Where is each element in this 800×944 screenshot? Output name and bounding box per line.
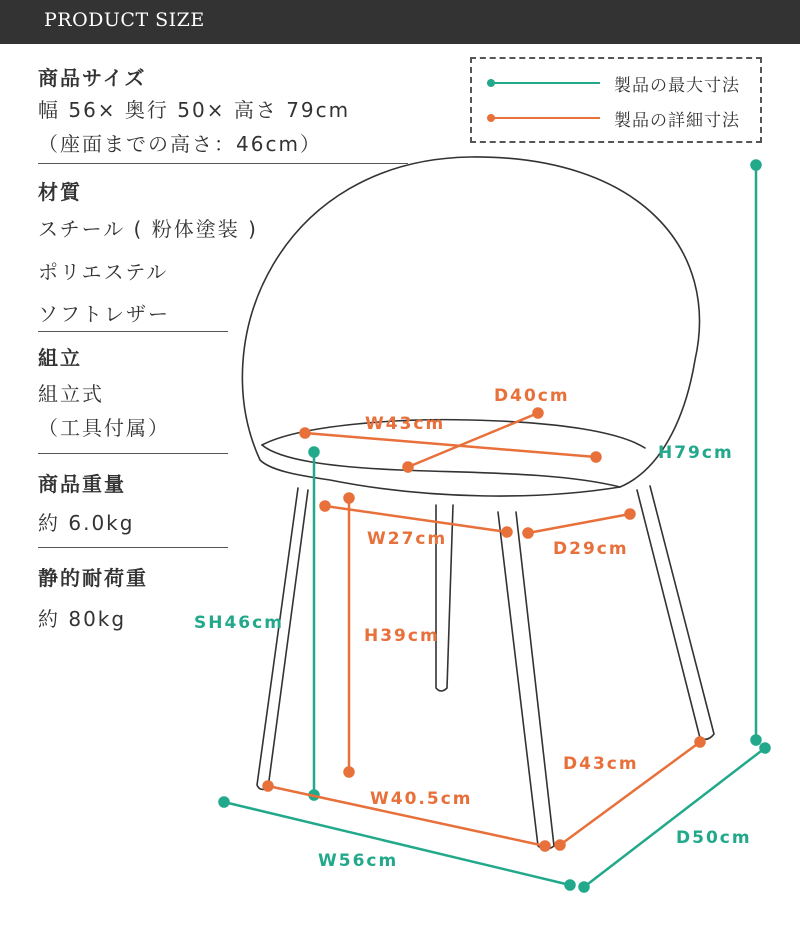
depth-label: D50cm <box>676 828 752 848</box>
material-item: ソフトレザー <box>38 302 170 326</box>
legend-detail-label: 製品の詳細寸法 <box>614 111 740 131</box>
inner-width-label: W27cm <box>367 529 448 549</box>
header-title: PRODUCT SIZE <box>44 9 205 31</box>
assembly-line-2: （工具付属） <box>38 416 170 440</box>
leg-height-label: H39cm <box>364 626 440 646</box>
base-width-label: W40.5cm <box>370 789 473 809</box>
dim-dot <box>404 463 413 472</box>
height-label: H79cm <box>658 443 734 463</box>
dim-dot <box>321 502 330 511</box>
dim-dot <box>524 529 533 538</box>
chair-shell <box>242 157 699 496</box>
dim-dot <box>566 881 575 890</box>
weight-heading: 商品重量 <box>38 472 126 496</box>
inner-depth-label: D29cm <box>553 539 629 559</box>
weight-value: 約 6.0kg <box>38 511 135 535</box>
dim-dot <box>556 841 565 850</box>
inner-depth-line <box>528 514 630 533</box>
chair-leg-front-right <box>498 512 554 849</box>
dim-dot <box>220 798 229 807</box>
material-item: ポリエステル <box>38 260 169 284</box>
dim-dot <box>310 448 319 457</box>
dim-dot <box>264 782 273 791</box>
size-line-2: （座面までの高さ：46cm） <box>38 132 322 156</box>
material-heading: 材質 <box>38 180 82 204</box>
dim-dot <box>752 736 761 745</box>
width-label: W56cm <box>318 851 399 871</box>
seat-height-label: SH46cm <box>194 613 284 633</box>
assembly-line-1: 組立式 <box>38 382 104 406</box>
assembly-heading: 組立 <box>38 346 82 370</box>
seat-width-label: W43cm <box>365 414 446 434</box>
dim-dot <box>345 768 354 777</box>
size-line-1: 幅 56× 奥行 50× 高さ 79cm <box>38 98 351 122</box>
dim-dot <box>580 883 589 892</box>
dim-dot <box>345 494 354 503</box>
dim-dot <box>696 738 705 747</box>
load-value: 約 80kg <box>38 607 127 631</box>
dim-dot <box>534 409 543 418</box>
chair-leg-back-right <box>637 486 714 739</box>
chair-leg-front-left <box>257 488 308 789</box>
dim-dot <box>301 429 310 438</box>
size-heading: 商品サイズ <box>38 66 147 90</box>
material-item: スチール ( 粉体塗装 ) <box>38 217 258 241</box>
legend-max-label: 製品の最大寸法 <box>614 76 740 96</box>
dim-dot <box>761 744 770 753</box>
dim-dot <box>503 528 512 537</box>
dim-dot <box>752 161 761 170</box>
base-depth-label: D43cm <box>563 754 639 774</box>
seat-depth-label: D40cm <box>494 386 570 406</box>
seat-width-line <box>305 433 596 457</box>
dim-dot <box>626 510 635 519</box>
dim-dot <box>541 842 550 851</box>
load-heading: 静的耐荷重 <box>38 566 148 590</box>
dim-dot <box>592 453 601 462</box>
